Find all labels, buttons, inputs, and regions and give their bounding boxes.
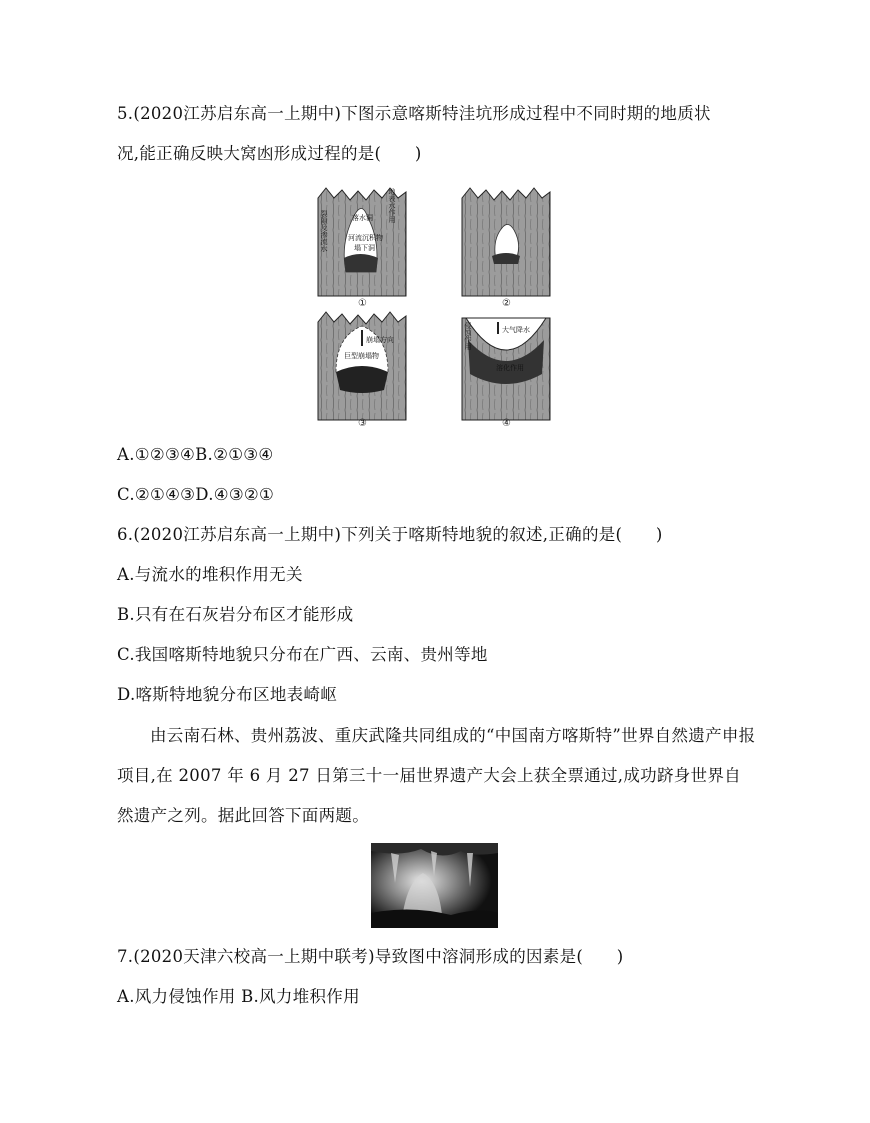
panel-2 xyxy=(462,188,550,296)
panel-4-caption: ④ xyxy=(502,418,511,429)
q6-stem: 6.(2020江苏启东高一上期中)下列关于喀斯特地貌的叙述,正确的是( ) xyxy=(117,525,663,544)
q7-stem: 7.(2020天津六校高一上期中联考)导致图中溶洞形成的因素是( ) xyxy=(117,947,624,966)
panel-3-caption: ③ xyxy=(358,418,367,429)
panel-4 xyxy=(462,318,550,420)
svg-text:裂隙及渗流水: 裂隙及渗流水 xyxy=(320,210,328,252)
q6-option-b: B.只有在石灰岩分布区才能形成 xyxy=(117,605,354,624)
q6-option-d: D.喀斯特地貌分布区地表崎岖 xyxy=(117,685,338,704)
svg-text:崩塌方向: 崩塌方向 xyxy=(366,336,394,344)
q5-stem-line2: 况,能正确反映大窝凼形成过程的是( ) xyxy=(117,144,422,163)
svg-text:落水洞: 落水洞 xyxy=(352,214,373,222)
svg-text:巨型崩塌物: 巨型崩塌物 xyxy=(344,352,379,360)
svg-text:溶化作用: 溶化作用 xyxy=(496,364,524,372)
svg-text:河流沉积物: 河流沉积物 xyxy=(348,234,383,242)
q7-options-line1: A.风力侵蚀作用 B.风力堆积作用 xyxy=(117,987,360,1006)
karst-cave-photo xyxy=(371,843,498,928)
panel-3 xyxy=(318,312,406,420)
q5-options-line1: A.①②③④B.②①③④ xyxy=(117,445,274,464)
q5-options-line2: C.②①④③D.④③②① xyxy=(117,485,275,504)
karst-diagram-figure xyxy=(316,186,556,431)
svg-text:大气降水: 大气降水 xyxy=(502,326,530,334)
panel-1-caption: ① xyxy=(358,298,367,309)
svg-text:侵蚀作用: 侵蚀作用 xyxy=(464,322,472,350)
panel-1 xyxy=(318,187,406,296)
karst-diagram-svg xyxy=(316,186,556,431)
svg-text:地表水作用: 地表水作用 xyxy=(388,188,396,223)
passage-text: 由云南石林、贵州荔波、重庆武隆共同组成的“中国南方喀斯特”世界自然遗产申报项目,在 2007 年 6 月 27 日第三十一届世界遗产大会上获全票通过,成功跻身世界自然遗产之列。据此回答下面两题。 xyxy=(117,726,756,825)
q6-option-a: A.与流水的堆积作用无关 xyxy=(117,565,303,584)
q6-option-c: C.我国喀斯特地貌只分布在广西、云南、贵州等地 xyxy=(117,645,488,664)
svg-text:塌下洞: 塌下洞 xyxy=(354,244,375,252)
panel-2-caption: ② xyxy=(502,298,511,309)
q5-stem-line1: 5.(2020江苏启东高一上期中)下图示意喀斯特洼坑形成过程中不同时期的地质状 xyxy=(117,104,711,123)
